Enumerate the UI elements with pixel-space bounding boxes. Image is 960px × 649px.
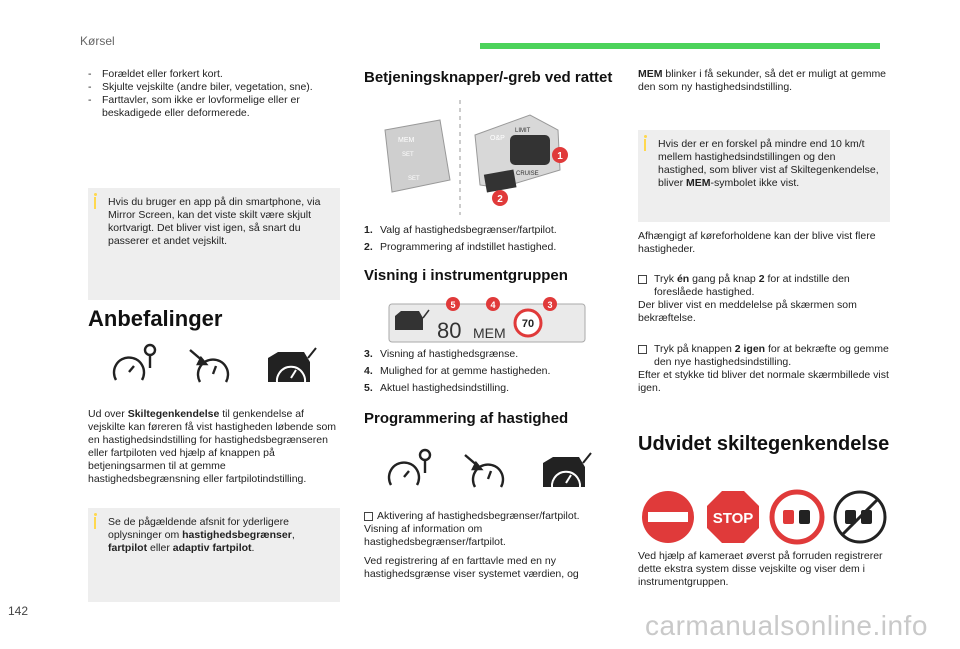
svg-text:SET: SET <box>402 152 414 158</box>
callout-badge <box>492 190 508 206</box>
step-1: Tryk én gang på knap 2 for at indstille den foreslåede hastighed. Der bliver vist en meddelelse på skærmen som bekræftelse. <box>638 273 857 324</box>
svg-text:70: 70 <box>521 318 535 330</box>
steering-controls-image <box>380 100 580 215</box>
speed-icons-middle <box>385 445 595 497</box>
info-icon <box>94 197 96 209</box>
right-stalk <box>475 115 560 192</box>
list-item: 2. Programmering af indstillet hastighed. <box>364 241 557 253</box>
svg-text:SET: SET <box>408 176 420 182</box>
info-note: Hvis der er en forskel på mindre end 10 km/t mellem hastighedsindstillingen og den hastighed, som bliver vist af Skiltegenkendelse, bliver MEM-symbolet ikke vist. <box>638 130 890 222</box>
checkbox-icon <box>364 512 373 521</box>
display-list <box>364 348 614 399</box>
speed-icons-left <box>108 340 340 392</box>
info-icon <box>94 517 96 529</box>
extended-recognition-heading: Udvidet skiltegenkendelse <box>638 433 890 455</box>
list-item: - Forældet eller forkert kort. <box>88 68 223 80</box>
adaptive-cruise-icon <box>268 348 316 386</box>
svg-text:4: 4 <box>490 300 496 310</box>
section-header: Kørsel <box>80 34 115 48</box>
list-item: 4. Mulighed for at gemme hastigheden. <box>364 365 551 377</box>
checkbox-icon <box>638 345 647 354</box>
camera-paragraph: Ved hjælp af kameraet øverst på forruden registrerer dette ekstra system disse vejskilte og viser dem i instrumentgruppen. <box>638 550 883 588</box>
end-no-overtaking-sign-icon <box>835 492 885 542</box>
programming-heading: Programmering af hastighed <box>364 410 569 427</box>
callout-badge <box>486 297 500 311</box>
step-2: Tryk på knappen 2 igen for at bekræfte og gemme den nye hastighedsindstilling. Efter et stykke tid bliver det normale skærmbillede vist igen. <box>638 343 889 394</box>
recommendations-paragraph: Ud over Skiltegenkendelse til genkendelse af vejskilte kan føreren få vist hastigheden løbende som en hastighedsindstilling for hastighedsbegrænseren eller fartpiloten ved hjælp af knappen på betjeningsarmen til at gemme hastighedsbegrænsning eller fartpilotindstilling. <box>88 408 337 485</box>
no-overtaking-sign-icon <box>772 492 822 542</box>
svg-text:O&P: O&P <box>490 135 505 142</box>
callout-badge <box>446 297 460 311</box>
callout-badge <box>543 297 557 311</box>
svg-text:CRUISE: CRUISE <box>516 171 539 177</box>
cruise-control-icon <box>465 455 503 487</box>
speed-limiter-icon <box>389 450 430 485</box>
programming-text: Aktivering af hastighedsbegrænser/fartpilot. Visning af information om hastighedsbegrænser/fartpilot. Ved registrering af en farttavle med en ny hastighedsgrænse viser systemet værdien, og <box>364 510 580 580</box>
speed-limiter-icon <box>114 345 155 380</box>
section-accent-bar <box>480 43 880 49</box>
checkbox-icon <box>638 275 647 284</box>
list-item: 1. Valg af hastighedsbegrænser/fartpilot. <box>364 224 557 236</box>
display-heading: Visning i instrumentgruppen <box>364 267 568 284</box>
controls-heading: Betjeningsknapper/-greb ved rattet <box>364 69 613 86</box>
display-mem: MEM <box>473 325 506 341</box>
list-item: 3. Visning af hastighedsgrænse. <box>364 348 519 360</box>
svg-text:LIMIT: LIMIT <box>515 128 531 134</box>
instrument-display-image <box>385 296 590 344</box>
list-item: - Skjulte vejskilte (andre biler, vegetation, sne). <box>88 81 313 93</box>
svg-text:2: 2 <box>497 194 503 205</box>
mem-paragraph: MEM blinker i få sekunder, så det er muligt at gemme den som ny hastighedsindstilling. <box>638 68 887 93</box>
info-note: Se de pågældende afsnit for yderligere oplysninger om hastighedsbegrænser, fartpilot eller adaptiv fartpilot. <box>88 508 340 602</box>
recommendations-heading: Anbefalinger <box>88 306 223 331</box>
svg-text:MEM: MEM <box>398 137 415 144</box>
svg-text:5: 5 <box>450 300 456 310</box>
display-speed: 80 <box>437 318 462 343</box>
svg-text:STOP: STOP <box>712 510 754 527</box>
page-number: 142 <box>8 604 29 618</box>
adaptive-cruise-icon <box>543 453 591 491</box>
controls-list <box>364 224 614 258</box>
limitations-list <box>88 68 338 120</box>
svg-text:1: 1 <box>557 151 563 162</box>
stop-sign-icon <box>707 491 759 543</box>
left-stalk <box>385 120 450 192</box>
info-note: Hvis du bruger en app på din smartphone, via Mirror Screen, kan det viste skilt være skjult kortvarigt. Det bliver vist igen, så snart du passerer et andet vejskilt. <box>88 188 340 300</box>
callout-badge <box>552 147 568 163</box>
list-item: - Farttavler, som ikke er lovformelige eller er beskadigede eller deformerede. <box>88 94 300 119</box>
speed-sign-icon <box>515 310 541 336</box>
watermark: carmanualsonline.info <box>645 610 928 641</box>
cruise-control-icon <box>190 350 228 382</box>
road-signs-image <box>640 488 890 546</box>
no-entry-sign-icon <box>642 491 694 543</box>
svg-text:3: 3 <box>547 300 553 310</box>
speeds-paragraph: Afhængigt af køreforholdene kan der blive vist flere hastigheder. <box>638 230 876 255</box>
info-icon <box>644 139 646 151</box>
list-item: 5. Aktuel hastighedsindstilling. <box>364 382 509 394</box>
